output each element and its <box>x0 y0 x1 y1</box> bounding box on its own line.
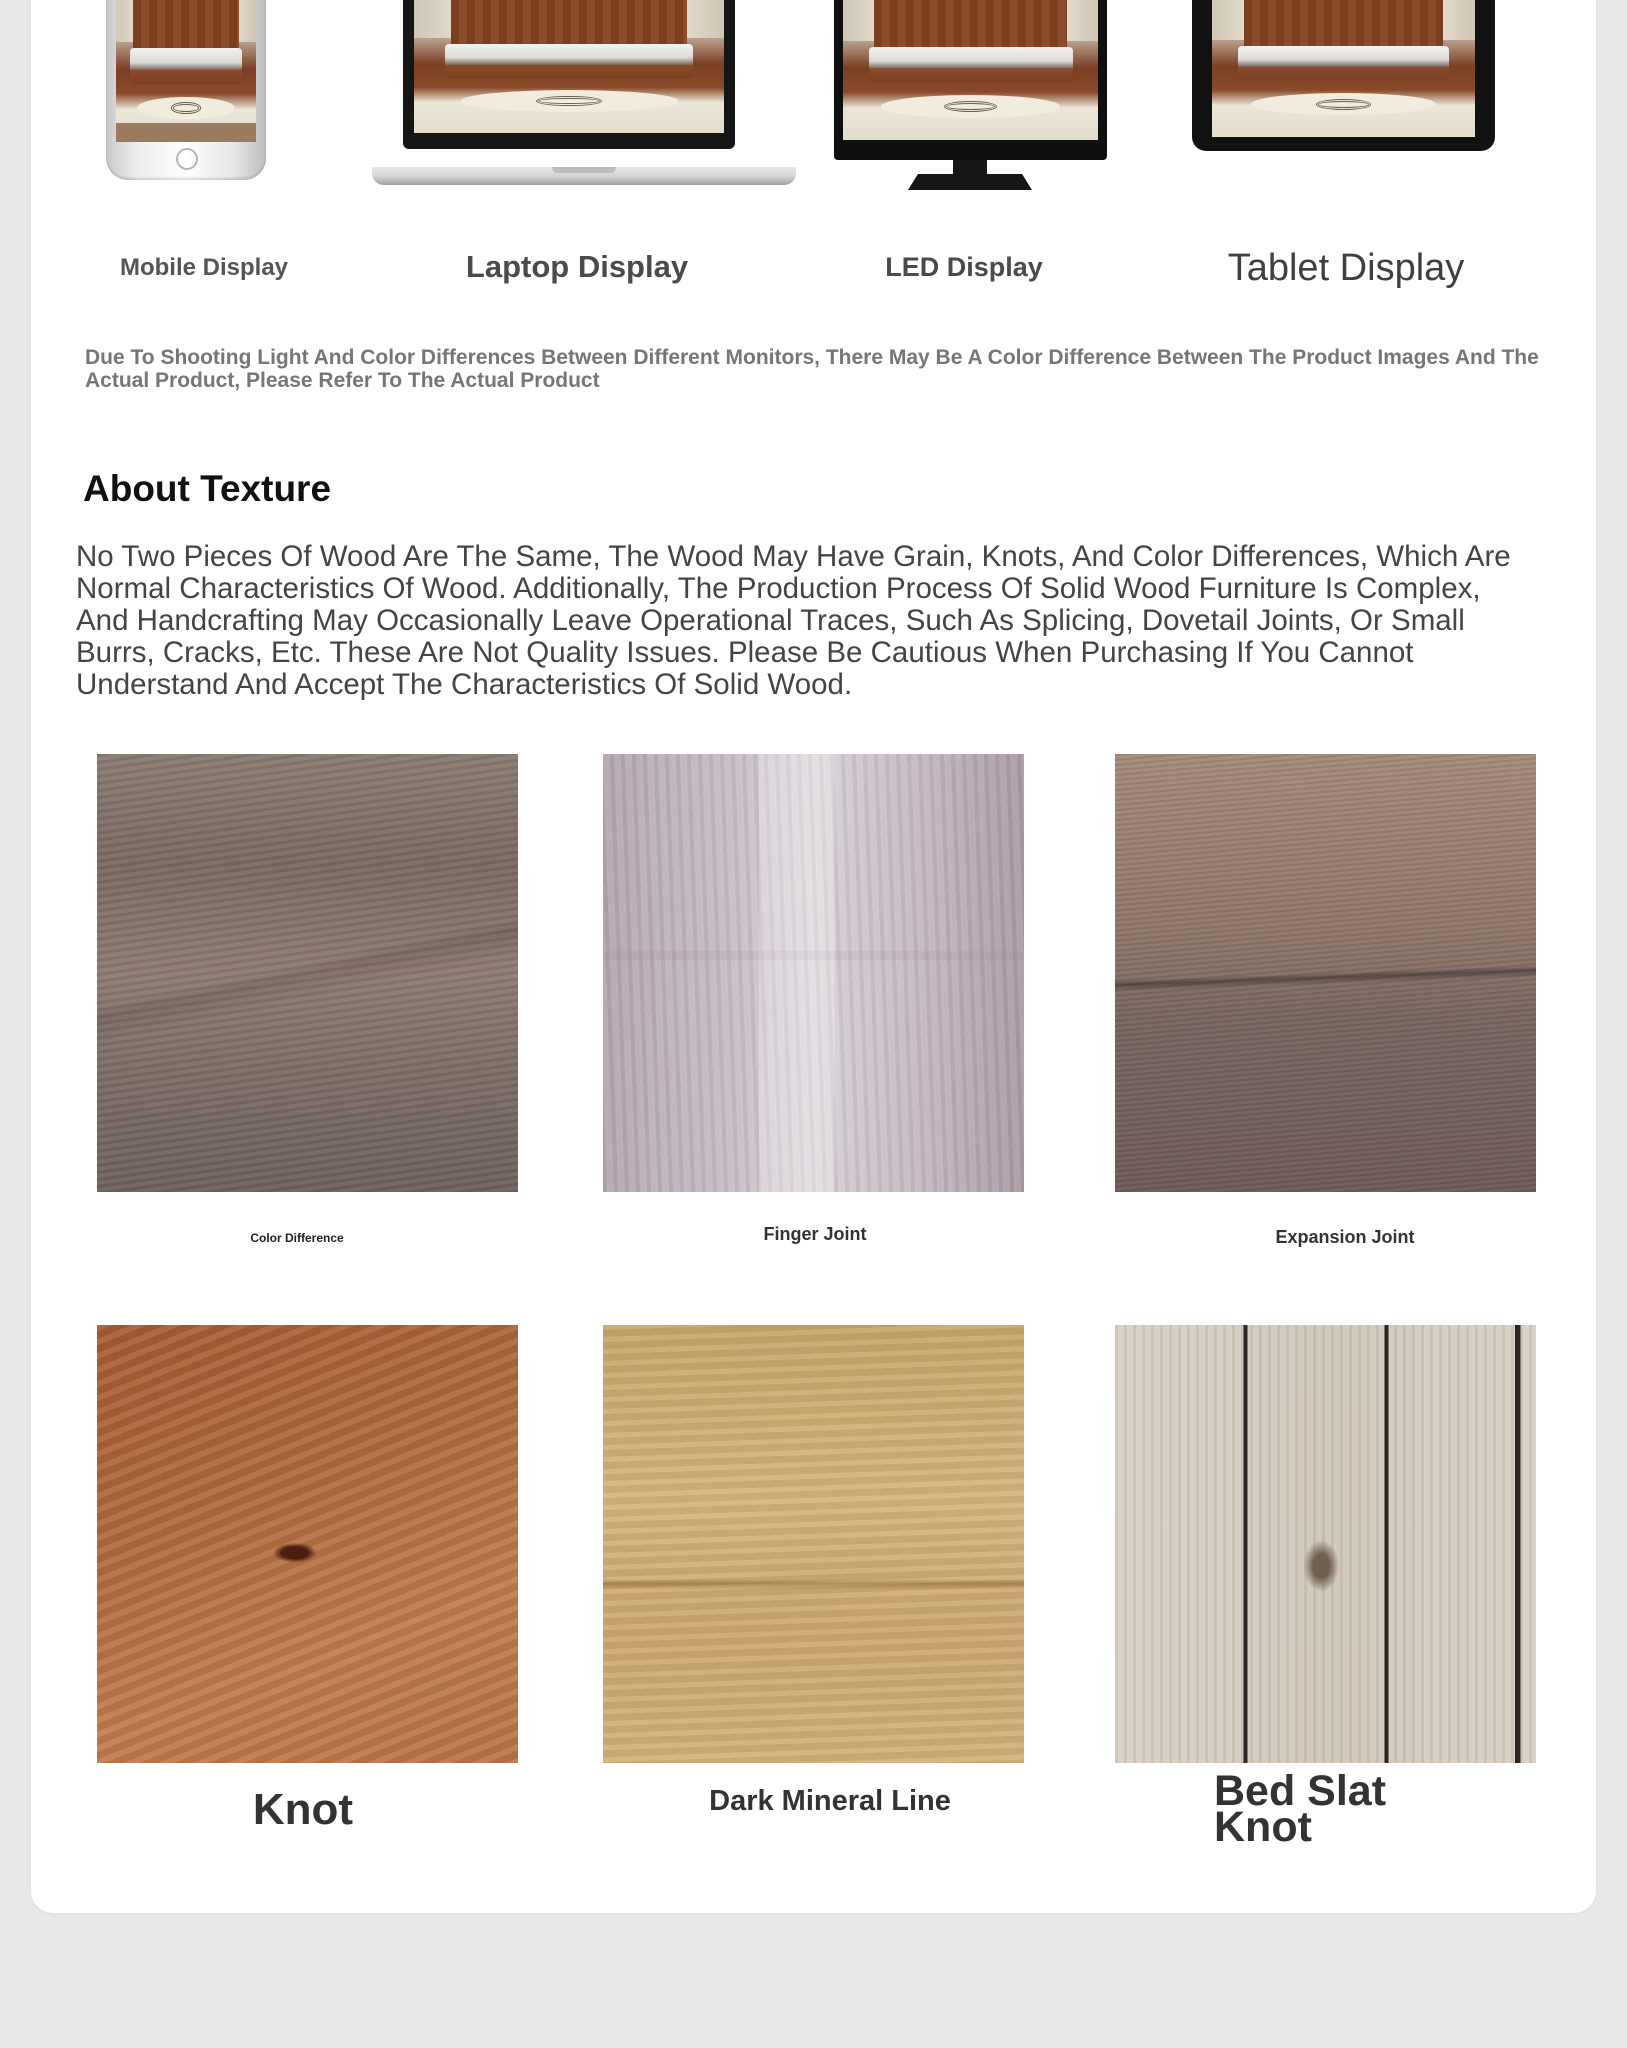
expansion-joint-image <box>1115 754 1536 1192</box>
home-button-icon <box>176 148 198 170</box>
laptop-display-image <box>403 0 735 149</box>
finger-joint-label: Finger Joint <box>763 1224 867 1244</box>
knot-image <box>97 1325 518 1763</box>
dark-mineral-line-label: Dark Mineral Line <box>709 1785 951 1817</box>
tablet-display-label: Tablet Display <box>1227 247 1465 289</box>
bedroom-photo <box>414 0 724 133</box>
color-difference-label: Color Difference <box>250 1231 344 1245</box>
bed-slat-knot-label: Bed Slat Knot <box>1214 1767 1387 1851</box>
dark-mineral-line-image <box>603 1325 1024 1763</box>
bedroom-photo <box>1212 0 1475 137</box>
tablet-display-image <box>1192 0 1495 151</box>
mobile-display-image <box>106 0 266 180</box>
bedroom-photo <box>116 0 256 142</box>
laptop-display-label: Laptop Display <box>465 249 689 284</box>
expansion-joint-label: Expansion Joint <box>1275 1227 1415 1247</box>
finger-joint-image <box>603 754 1024 1192</box>
monitor-stand <box>953 160 987 176</box>
color-disclaimer: Due To Shooting Light And Color Differences Between Different Monitors, There May Be A Color Difference Between The Product Images And The Actual Product, Please Refer To The Actual Product <box>85 346 1539 392</box>
color-difference-image <box>97 754 518 1192</box>
led-display-image <box>834 0 1107 160</box>
section-title: About Texture <box>83 468 332 509</box>
laptop-base <box>372 167 796 185</box>
bedroom-photo <box>843 0 1098 140</box>
led-display-label: LED Display <box>885 252 1043 282</box>
mobile-display-label: Mobile Display <box>119 254 289 281</box>
monitor-foot <box>908 174 1032 190</box>
bed-slat-knot-image <box>1115 1325 1536 1763</box>
knot-label: Knot <box>252 1785 354 1834</box>
section-body: No Two Pieces Of Wood Are The Same, The Wood May Have Grain, Knots, And Color Differences, Which Are Normal Characteristics Of Wood. Additionally, The Production Process Of Solid Wood Furniture Is Complex, And Handcrafting May Occasionally Leave Operational Traces, Such As Splicing, Dovetail Joints, Or Small Burrs, Cracks, Etc. These Are Not Quality Issues. Please Be Cautious When Purchasing If You Cannot Understand And Accept The Characteristics Of Solid Wood. <box>76 540 1511 701</box>
